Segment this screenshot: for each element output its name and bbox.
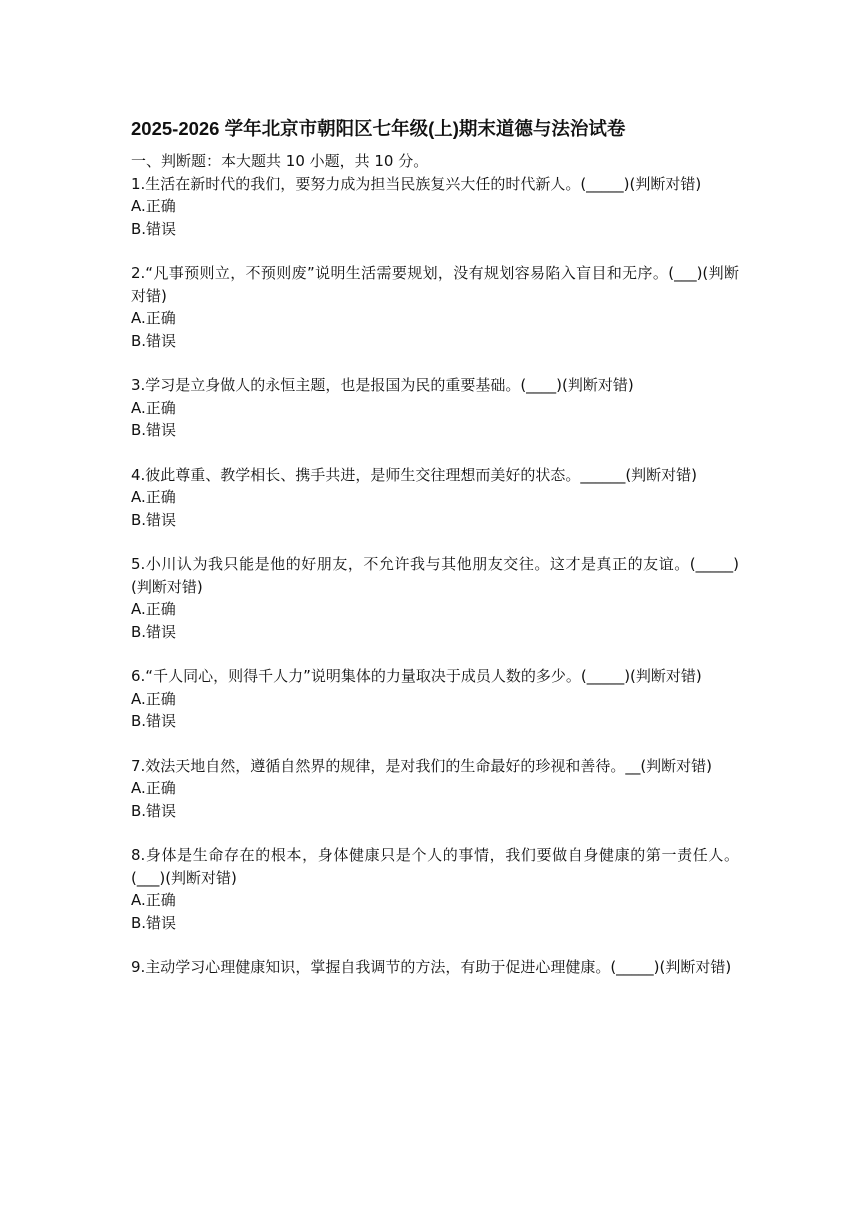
- option-a: A.正确: [131, 891, 176, 909]
- option-b: B.错误: [131, 712, 177, 730]
- option-b: B.错误: [131, 622, 177, 641]
- question-stem: 3.学习是立身做人的永恒主题，也是报国为民的重要基础。(____)(判断对错): [131, 376, 634, 394]
- option-b: B.错误: [131, 510, 177, 529]
- question-stem: 7.效法天地自然，遵循自然界的规律，是对我们的生命最好的珍视和善待。__(判断对错): [131, 756, 713, 775]
- option-b: B.错误: [131, 421, 177, 439]
- option-a: A.正确: [131, 197, 176, 215]
- option-b: B.错误: [131, 801, 177, 820]
- option-a: A.正确: [131, 689, 176, 708]
- question-stem: 1.生活在新时代的我们，要努力成为担当民族复兴大任的时代新人。(_____)(判断对错): [131, 174, 702, 193]
- question-stem: 5.小川认为我只能是他的好朋友，不允许我与其他朋友交往。这才是真正的友谊。(_____)(判断对错): [131, 555, 739, 596]
- option-a: A.正确: [131, 309, 176, 327]
- question-7: [131, 755, 739, 823]
- question-stem: 4.彼此尊重、教学相长、携手共进，是师生交往理想而美好的状态。______(判断对错): [131, 465, 698, 484]
- question-3: [131, 374, 739, 442]
- option-b: B.错误: [131, 331, 177, 350]
- question-2: [131, 262, 739, 352]
- exam-title: 2025-2026 学年北京市朝阳区七年级(上)期末道德与法治试卷: [131, 118, 626, 139]
- question-4: [131, 464, 739, 532]
- question-stem: 9.主动学习心理健康知识，掌握自我调节的方法，有助于促进心理健康。(_____)(判断对错): [131, 958, 732, 976]
- question-stem: 6.“千人同心，则得千人力”说明集体的力量取决于成员人数的多少。(_____)(判断对错): [131, 667, 702, 685]
- option-b: B.错误: [131, 219, 177, 238]
- section-heading: 一、判断题：本大题共 10 小题，共 10 分。: [131, 152, 429, 170]
- option-a: A.正确: [131, 600, 176, 618]
- option-b: B.错误: [131, 913, 177, 932]
- question-6: [131, 665, 739, 733]
- exam-content: [131, 116, 739, 1001]
- question-5: [131, 553, 739, 643]
- option-a: A.正确: [131, 488, 176, 506]
- question-8: [131, 844, 739, 934]
- option-a: A.正确: [131, 398, 176, 417]
- question-9: [131, 956, 739, 979]
- question-stem: 2.“凡事预则立，不预则废”说明生活需要规划，没有规划容易陷入盲目和无序。(___)(判断对错): [131, 264, 739, 305]
- option-a: A.正确: [131, 779, 176, 797]
- question-1: [131, 173, 739, 241]
- question-stem: 8.身体是生命存在的根本，身体健康只是个人的事情，我们要做自身健康的第一责任人。(___)(判断对错): [131, 846, 739, 887]
